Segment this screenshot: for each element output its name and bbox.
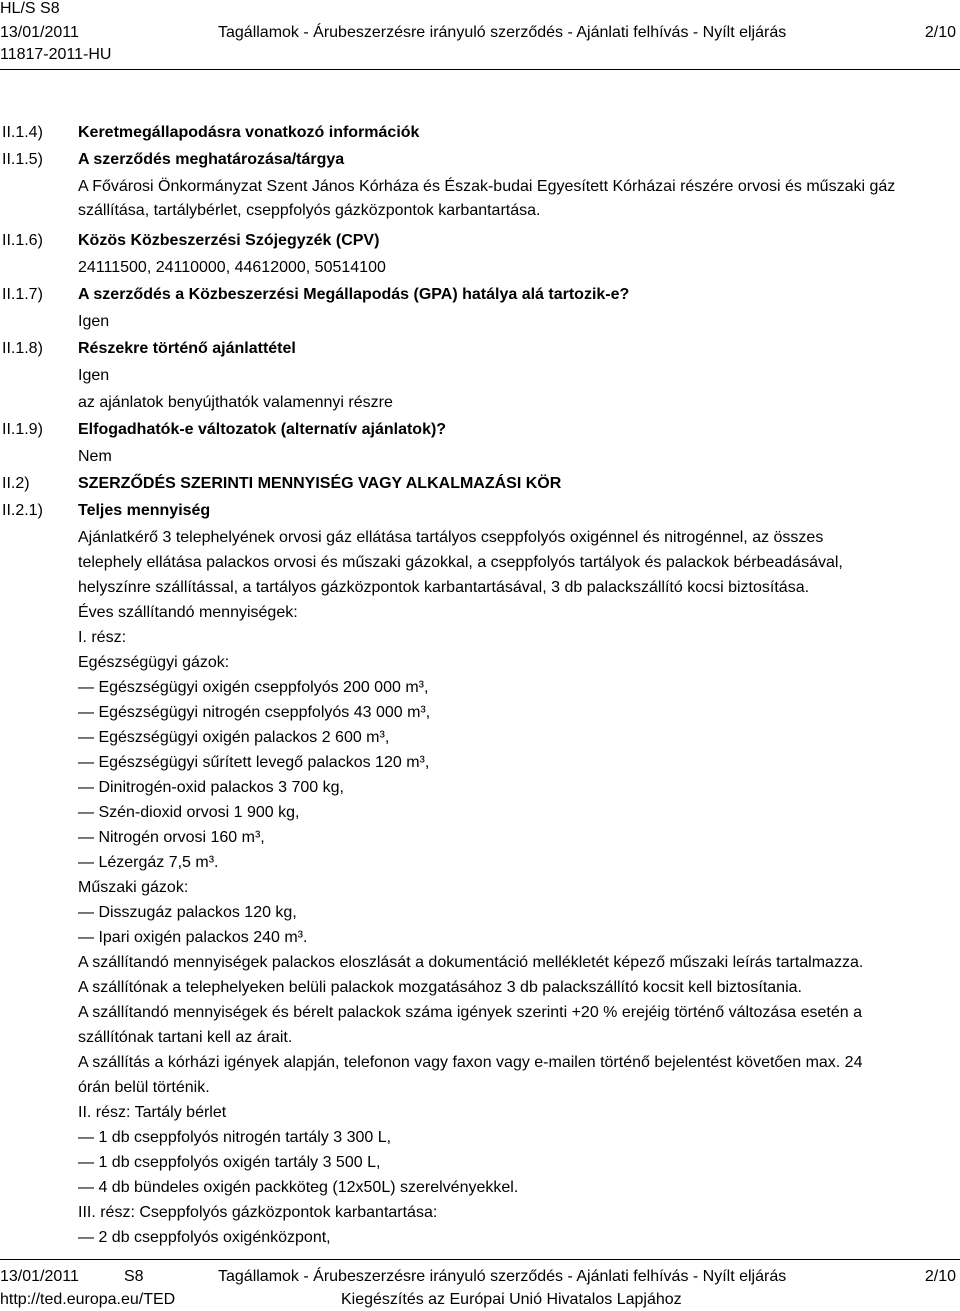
body-list-item: — Szén-dioxid orvosi 1 900 kg, (78, 804, 300, 821)
footer-url[interactable]: http://ted.europa.eu/TED (0, 1291, 176, 1308)
header-title: Tagállamok - Árubeszerzésre irányuló szerződés - Ajánlati felhívás - Nyílt eljárás (218, 24, 787, 41)
heading-total-quantity: Teljes mennyiség (78, 502, 211, 519)
body-line: Éves szállítandó mennyiségek: (78, 604, 298, 621)
header-page-number: 2/10 (924, 24, 956, 41)
body-list-item: — Nitrogén orvosi 160 m³, (78, 829, 265, 846)
gpa-answer: Igen (78, 313, 110, 330)
variants-answer: Nem (78, 448, 112, 465)
body-list-item: — 4 db bündeles oxigén packköteg (12x50L) szerelvényekkel. (78, 1179, 519, 1196)
body-line: helyszínre szállítással, a tartályos gázközpontok karbantartásával, 3 db palackszállító kocsi biztosítása. (78, 579, 810, 596)
section-code-ii-1-6: II.1.6) (2, 232, 43, 249)
heading-scope: SZERZŐDÉS SZERINTI MENNYISÉG VAGY ALKALMAZÁSI KÖR (78, 475, 562, 492)
body-list-item: — Egészségügyi nitrogén cseppfolyós 43 000 m³, (78, 704, 431, 721)
footer-rule (0, 1259, 960, 1260)
body-line: A szállítás a kórházi igények alapján, telefonon vagy faxon vagy e-mailen történő bejelentést követően max. 24 (78, 1054, 863, 1071)
body-line: A szállítandó mennyiségek palackos eloszlását a dokumentáció mellékletét képező műszaki leírás tartalmazza. (78, 954, 864, 971)
lots-answer: Igen (78, 367, 110, 384)
section-code-ii-1-5: II.1.5) (2, 151, 43, 168)
body-line: I. rész: (78, 629, 127, 646)
footer-series: S8 (124, 1268, 144, 1285)
section-code-ii-1-4: II.1.4) (2, 124, 43, 141)
body-list-item: — Dinitrogén-oxid palackos 3 700 kg, (78, 779, 344, 796)
body-line: II. rész: Tartály bérlet (78, 1104, 227, 1121)
body-line: A szállítónak a telephelyeken belüli palackok mozgatásához 3 db palackszállító kocsit kell biztosítania. (78, 979, 802, 996)
footer-title: Tagállamok - Árubeszerzésre irányuló szerződés - Ajánlati felhívás - Nyílt eljárás (218, 1268, 787, 1285)
body-line: Műszaki gázok: (78, 879, 189, 896)
footer-publisher: Kiegészítés az Európai Unió Hivatalos Lapjához (341, 1291, 682, 1308)
footer-page-number: 2/10 (924, 1268, 956, 1285)
footer-date: 13/01/2011 (0, 1268, 79, 1285)
body-list-item: — 2 db cseppfolyós oxigénközpont, (78, 1229, 331, 1246)
heading-contract-subject: A szerződés meghatározása/tárgya (78, 151, 345, 168)
body-line: Ajánlatkérő 3 telephelyének orvosi gáz ellátása tartályos cseppfolyós oxigénnel és nitrogénnel, az összes (78, 529, 824, 546)
body-line: Egészségügyi gázok: (78, 654, 230, 671)
body-line: III. rész: Cseppfolyós gázközpontok karbantartása: (78, 1204, 438, 1221)
heading-lots: Részekre történő ajánlattétel (78, 340, 296, 357)
header-rule (0, 69, 960, 70)
header-doc-code: HL/S S8 (0, 0, 60, 17)
body-line: A szállítandó mennyiségek és bérelt palackok száma igények szerinti +20 % erejéig történő változása esetén a (78, 1004, 862, 1021)
body-line: órán belül történik. (78, 1079, 210, 1096)
header-date: 13/01/2011 (0, 24, 79, 41)
section-code-ii-2: II.2) (2, 475, 30, 492)
header-doc-number: 11817-2011-HU (0, 46, 112, 63)
heading-variants: Elfogadhatók-e változatok (alternatív ajánlatok)? (78, 421, 447, 438)
section-code-ii-1-7: II.1.7) (2, 286, 43, 303)
body-list-item: — Egészségügyi oxigén palackos 2 600 m³, (78, 729, 390, 746)
body-line: telephely ellátása palackos orvosi és műszaki gázokkal, a cseppfolyós tartályok és palackok bérbeadásával, (78, 554, 843, 571)
heading-cpv: Közös Közbeszerzési Szójegyzék (CPV) (78, 232, 380, 249)
contract-subject-text: A Fővárosi Önkormányzat Szent János Kórháza és Észak-budai Egyesített Kórházai részére orvosi és műszaki gáz szállítása, tartálybérlet, cseppfolyós gázközpontok karbantartása. (78, 178, 896, 219)
heading-gpa: A szerződés a Közbeszerzési Megállapodás (GPA) hatálya alá tartozik-e? (78, 286, 630, 303)
cpv-codes: 24111500, 24110000, 44612000, 50514100 (78, 259, 386, 276)
body-list-item: — 1 db cseppfolyós nitrogén tartály 3 300 L, (78, 1129, 392, 1146)
body-list-item: — Egészségügyi oxigén cseppfolyós 200 000 m³, (78, 679, 429, 696)
body-list-item: — Disszugáz palackos 120 kg, (78, 904, 297, 921)
body-list-item: — Egészségügyi sűrített levegő palackos 120 m³, (78, 754, 430, 771)
body-list-item: — Lézergáz 7,5 m³. (78, 854, 219, 871)
section-code-ii-1-9: II.1.9) (2, 421, 43, 438)
body-line: szállítónak tartani kell az árait. (78, 1029, 293, 1046)
lots-detail: az ajánlatok benyújthatók valamennyi részre (78, 394, 393, 411)
body-list-item: — Ipari oxigén palackos 240 m³. (78, 929, 308, 946)
section-code-ii-2-1: II.2.1) (2, 502, 43, 519)
body-list-item: — 1 db cseppfolyós oxigén tartály 3 500 L, (78, 1154, 381, 1171)
section-code-ii-1-8: II.1.8) (2, 340, 43, 357)
heading-framework-info: Keretmegállapodásra vonatkozó információk (78, 124, 420, 141)
